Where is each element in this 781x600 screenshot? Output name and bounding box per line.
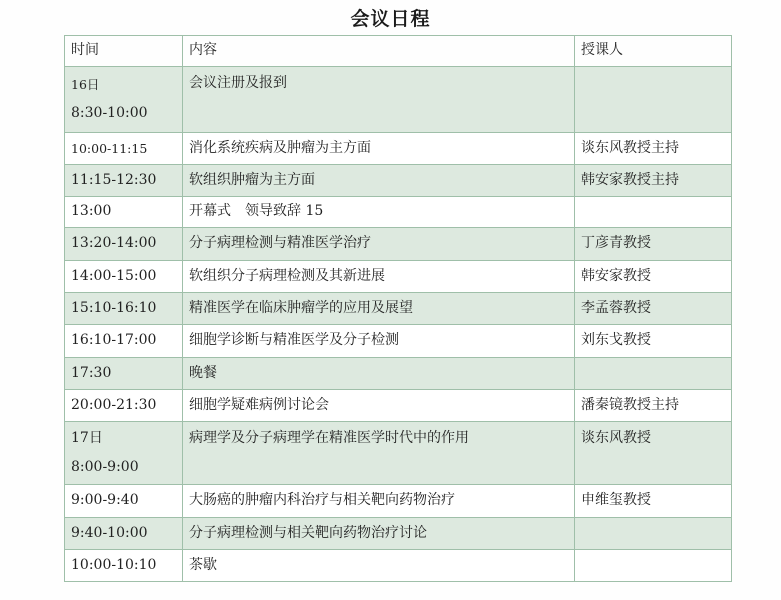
time-cell: 17:30 xyxy=(65,358,183,390)
day-label: 17日 xyxy=(71,429,103,446)
content-cell: 分子病理检测与精准医学治疗 xyxy=(183,228,575,261)
speaker-cell: 谈东风教授主持 xyxy=(575,133,732,165)
day-label: 16日 xyxy=(71,76,100,92)
content-cell: 大肠癌的肿瘤内科治疗与相关靶向药物治疗 xyxy=(183,485,575,518)
content-cell: 细胞学诊断与精准医学及分子检测 xyxy=(183,325,575,358)
content-cell: 精准医学在临床肿瘤学的应用及展望 xyxy=(183,293,575,325)
time-cell xyxy=(65,67,183,133)
time-cell: 9:00-9:40 xyxy=(65,485,183,518)
content-cell: 软组织肿瘤为主方面 xyxy=(183,165,575,197)
table-row xyxy=(65,293,732,325)
time-cell: 9:40-10:00 xyxy=(65,518,183,550)
speaker-cell: 韩安家教授 xyxy=(575,261,732,293)
time-cell: 16:10-17:00 xyxy=(65,325,183,358)
content-cell: 细胞学疑难病例讨论会 xyxy=(183,390,575,422)
table-row xyxy=(65,390,732,422)
table-row xyxy=(65,67,732,133)
content-cell: 分子病理检测与相关靶向药物治疗讨论 xyxy=(183,518,575,550)
content-cell: 会议注册及报到 xyxy=(183,67,575,133)
time-cell: 13:20-14:00 xyxy=(65,228,183,261)
time-cell: 10:00-10:10 xyxy=(65,550,183,582)
content-cell: 软组织分子病理检测及其新进展 xyxy=(183,261,575,293)
content-cell: 消化系统疾病及肿瘤为主方面 xyxy=(183,133,575,165)
speaker-cell: 潘秦镜教授主持 xyxy=(575,390,732,422)
table-row xyxy=(65,325,732,358)
schedule-table xyxy=(64,35,732,582)
table-row xyxy=(65,550,732,582)
time-cell xyxy=(65,422,183,485)
table-row xyxy=(65,518,732,550)
table-row xyxy=(65,197,732,228)
time-cell: 15:10-16:10 xyxy=(65,293,183,325)
time-cell: 14:00-15:00 xyxy=(65,261,183,293)
page-title: 会议日程 xyxy=(350,8,431,30)
table-row xyxy=(65,133,732,165)
time-label: 8:00-9:00 xyxy=(71,459,139,475)
content-cell: 病理学及分子病理学在精准医学时代中的作用 xyxy=(183,422,575,485)
speaker-cell: 申维玺教授 xyxy=(575,485,732,518)
table-row xyxy=(65,485,732,518)
speaker-cell xyxy=(575,550,732,582)
time-cell: 10:00-11:15 xyxy=(65,133,183,165)
table-row xyxy=(65,358,732,390)
header-time: 时间 xyxy=(65,36,183,67)
table-row xyxy=(65,228,732,261)
time-cell: 20:00-21:30 xyxy=(65,390,183,422)
speaker-cell xyxy=(575,67,732,133)
table-row xyxy=(65,165,732,197)
speaker-cell: 谈东风教授 xyxy=(575,422,732,485)
table-row xyxy=(65,422,732,485)
speaker-cell xyxy=(575,358,732,390)
speaker-cell xyxy=(575,197,732,228)
speaker-cell: 丁彦青教授 xyxy=(575,228,732,261)
header-speaker: 授课人 xyxy=(575,36,732,67)
time-cell: 11:15-12:30 xyxy=(65,165,183,197)
table-row xyxy=(65,261,732,293)
table-header-row xyxy=(65,36,732,67)
speaker-cell: 韩安家教授主持 xyxy=(575,165,732,197)
content-cell: 茶歇 xyxy=(183,550,575,582)
time-cell: 13:00 xyxy=(65,197,183,228)
header-content: 内容 xyxy=(183,36,575,67)
time-label: 8:30-10:00 xyxy=(71,104,148,121)
speaker-cell: 刘东戈教授 xyxy=(575,325,732,358)
speaker-cell xyxy=(575,518,732,550)
content-cell: 晚餐 xyxy=(183,358,575,390)
speaker-cell: 李孟蓉教授 xyxy=(575,293,732,325)
content-cell: 开幕式 领导致辞 15 xyxy=(183,197,575,228)
